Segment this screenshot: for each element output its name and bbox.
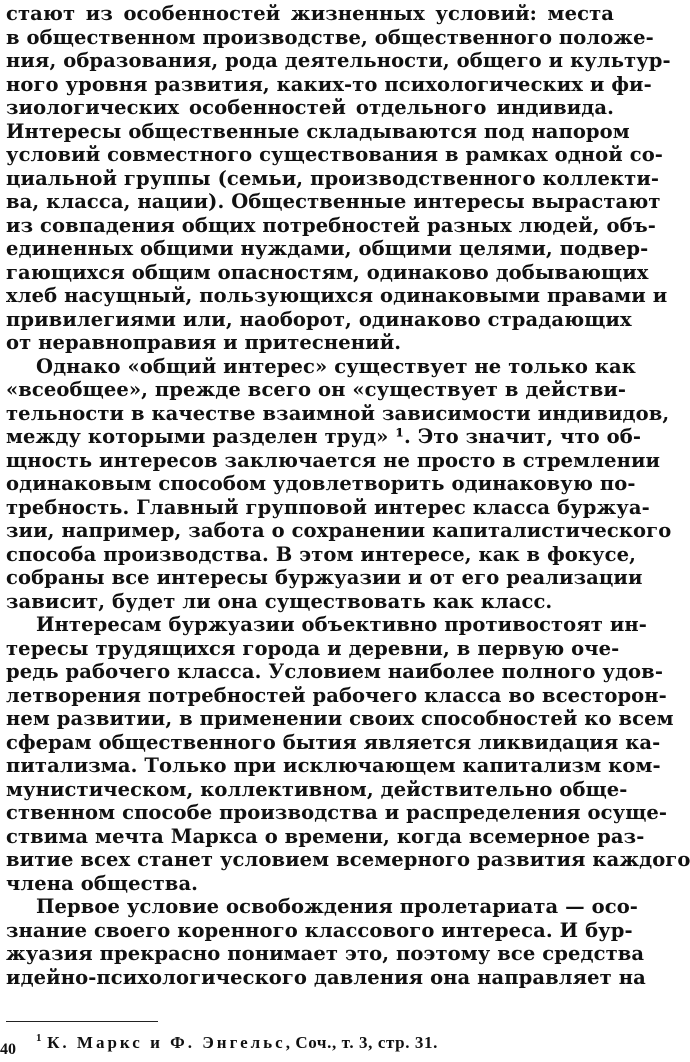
text-line: из совпадения общих потребностей разных людей, объ-: [6, 213, 656, 237]
text-line: летворения потребностей рабочего класса во всесторон-: [6, 683, 667, 707]
text-line: тельности в качестве взаимной зависимости индивидов,: [6, 401, 670, 425]
text-line: гающихся общим опасностям, одинаково добывающих: [6, 260, 649, 284]
text-line: способа производства. В этом интересе, как в фокусе,: [6, 542, 636, 566]
text-line: единенных общими нуждами, общими целями, подвер-: [6, 237, 649, 260]
text-line: члена общества.: [6, 871, 199, 895]
text-line: идейно-психологического давления она направляет на: [6, 965, 646, 989]
text-line: нем развитии, в применении своих способностей ко всем: [6, 707, 674, 730]
text-line: стают из особенностей жизненных условий: места: [6, 2, 614, 25]
text-line: в общественном производстве, общественного положе-: [6, 25, 654, 49]
text-line: зависит, будет ли она существовать как класс.: [6, 589, 553, 613]
text-line: мунистическом, коллективном, действительно обще-: [6, 777, 628, 801]
text-line: циальной группы (семьи, производственного коллекти-: [6, 166, 660, 190]
text-line: щность интересов заключается не просто в стремлении: [6, 448, 661, 472]
text-line: ного уровня развития, каких-то психологических и фи-: [6, 72, 652, 96]
text-line: редь рабочего класса. Условием наиболее полного удов-: [6, 660, 664, 683]
text-line: зии, например, забота о сохранении капиталистического: [6, 519, 672, 542]
footnote-divider: [6, 1021, 158, 1022]
text-line: ва, класса, нации). Общественные интересы вырастают: [6, 190, 661, 213]
text-line: «всеобщее», прежде всего он «существует в действи-: [6, 378, 627, 401]
page-number: 40: [0, 1041, 16, 1058]
body-text: [6, 2, 690, 989]
text-line: витие всех станет условием всемерного развития каждого: [6, 848, 690, 871]
text-line: от неравноправия и притеснений.: [6, 331, 402, 354]
text-line: зиологических особенностей отдельного индивида.: [6, 96, 614, 119]
text-line: условий совместного существования в рамках одной со-: [6, 143, 664, 166]
text-line: знание своего коренного классового интереса. И бур-: [6, 918, 633, 942]
text-line: Первое условие освобождения пролетариата — осо-: [36, 895, 638, 918]
text-line: собраны все интересы буржуазии и от его реализации: [6, 566, 643, 589]
text-line: питализма. Только при исключающем капитализм ком-: [6, 754, 661, 777]
text-line: ния, образования, рода деятельности, общего и культур-: [6, 49, 671, 72]
footnote-number: 1: [36, 1032, 43, 1045]
text-line: Однако «общий интерес» существует не только как: [36, 354, 636, 378]
text-line: ственном способе производства и распределения осуще-: [6, 801, 668, 824]
text-line: одинаковым способом удовлетворить одинаковую по-: [6, 472, 636, 495]
text-line: привилегиями или, наоборот, одинаково страдающих: [6, 307, 632, 331]
footnote: [36, 1033, 438, 1053]
text-line: жуазия прекрасно понимает это, поэтому все средства: [6, 942, 645, 965]
text-line: Интересам буржуазии объективно противостоят ин-: [36, 613, 647, 636]
text-line: между которыми разделен труд» ¹. Это значит, что об-: [6, 425, 642, 448]
text-line: ствима мечта Маркса о времени, когда всемерное раз-: [6, 824, 645, 848]
footnote-reference: , Соч., т. 3, стр. 31.: [285, 1033, 438, 1052]
text-line: тересы трудящихся города и деревни, в первую оче-: [6, 636, 620, 660]
text-line: сферам общественного бытия является ликвидация ка-: [6, 730, 661, 754]
text-line: хлеб насущный, пользующихся одинаковыми правами и: [6, 284, 668, 307]
footnote-author: К. Маркс и Ф. Энгельс: [47, 1033, 286, 1052]
text-line: требность. Главный групповой интерес класса буржуа-: [6, 495, 650, 519]
text-line: Интересы общественные складываются под напором: [6, 119, 630, 143]
